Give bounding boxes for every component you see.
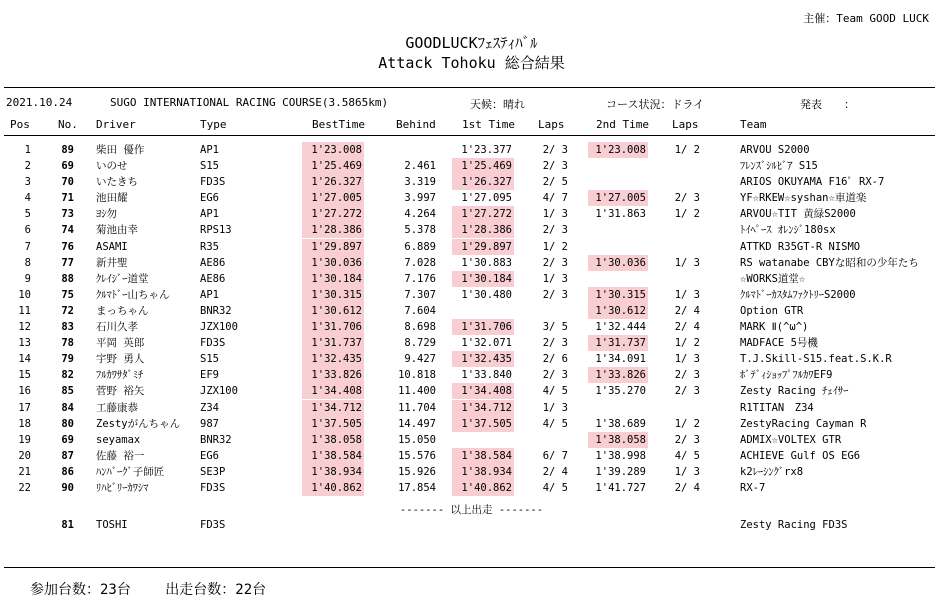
cell-type: FD3S	[200, 176, 226, 189]
cell-besttime: 1'31.737	[302, 335, 364, 351]
cell-2nd-time	[588, 158, 648, 174]
cell-driver: ﾖｼ勿	[96, 208, 117, 221]
table-row	[0, 222, 943, 238]
cell-1st-time: 1'30.883	[461, 256, 512, 269]
cell-1st-time: 1'30.184	[452, 271, 514, 287]
cell-laps-1: 2/ 3	[542, 288, 568, 301]
cell-2nd-time: 1'34.091	[595, 353, 646, 366]
cell-behind: 6.889	[404, 240, 436, 253]
cell-2nd-time: 1'33.826	[588, 367, 648, 383]
cell-1st-time: 1'32.435	[452, 351, 514, 367]
cell-pos: 20	[18, 449, 31, 462]
cell-besttime: 1'30.036	[302, 255, 364, 271]
cell-2nd-time: 1'31.737	[588, 335, 648, 351]
cell-team: Zesty Racing ﾁｪｲｻｰ	[740, 385, 849, 398]
cell-laps-1: 2/ 3	[542, 160, 568, 173]
table-row	[0, 351, 943, 367]
cell-pos: 11	[18, 304, 31, 317]
cell-driver: いたきち	[96, 176, 138, 189]
cell-1st-time: 1'27.272	[452, 206, 514, 222]
cell-1st-time: 1'34.408	[452, 383, 514, 399]
col-header-laps-1: Laps	[538, 118, 565, 131]
cell-type: S15	[200, 353, 219, 366]
cell-driver: いのせ	[96, 160, 128, 173]
col-header-team: Team	[740, 118, 767, 131]
cell-1st-time: 1'28.386	[452, 222, 514, 238]
cell-no: 75	[61, 288, 74, 301]
table-row	[0, 319, 943, 335]
cell-besttime: 1'27.272	[302, 206, 364, 222]
cell-driver: ﾌﾙｶﾜｻﾀﾞﾐﾁ	[96, 369, 144, 382]
cell-2nd-time: 1'30.612	[588, 303, 648, 319]
cell-pos: 22	[18, 481, 31, 494]
cell-1st-time	[452, 432, 514, 448]
cell-no: 69	[61, 433, 74, 446]
cell-laps-1: 2/ 3	[542, 144, 568, 156]
cell-laps-1: 3/ 5	[542, 321, 568, 334]
cell-team: ARIOS OKUYAMA F16ﾟ RX-7	[740, 176, 885, 189]
cell-laps-1: 2/ 3	[542, 256, 568, 269]
cell-pos: 16	[18, 385, 31, 398]
cell-laps-2: 2/ 3	[674, 192, 700, 205]
col-header-behind: Behind	[396, 118, 436, 131]
cell-driver: まっちゃん	[96, 304, 149, 317]
cell-besttime: 1'23.008	[302, 142, 364, 158]
cell-1st-time: 1'30.480	[461, 288, 512, 301]
cell-pos: 17	[18, 401, 31, 414]
cell-pos: 6	[24, 224, 31, 237]
col-header-type: Type	[200, 118, 227, 131]
cell-2nd-time: 1'38.058	[588, 432, 648, 448]
cell-driver: seyamax	[96, 433, 141, 446]
cell-behind: 10.818	[398, 369, 436, 382]
cell-type: SE3P	[200, 465, 226, 478]
cell-besttime: 1'32.435	[302, 351, 364, 367]
col-header-laps-2: Laps	[672, 118, 699, 131]
cell-laps-2: 1/ 2	[674, 144, 700, 156]
started-separator: ------- 以上出走 -------	[399, 504, 544, 516]
footer-summary	[30, 579, 292, 599]
cell-besttime: 1'38.584	[302, 448, 364, 464]
cell-team: ﾄｲﾍﾟｰｽ ｵﾚﾝｼﾞ180sx	[740, 224, 836, 237]
cell-2nd-time	[588, 271, 648, 287]
cell-type: EG6	[200, 449, 219, 462]
cell-laps-2: 2/ 4	[674, 304, 700, 317]
cell-laps-2: 1/ 2	[674, 337, 700, 350]
cell-besttime: 1'40.862	[302, 480, 364, 496]
cell-type: RPS13	[200, 224, 232, 237]
cell-laps-2: 2/ 4	[674, 481, 700, 494]
cell-type: BNR32	[200, 304, 232, 317]
starters-count: 出走台数：22台	[165, 582, 267, 598]
table-row	[0, 383, 943, 399]
cell-no: 88	[61, 272, 74, 285]
cell-2nd-time: 1'32.444	[595, 321, 646, 334]
entries-count: 参加台数：23台	[30, 582, 131, 598]
cell-pos: 3	[24, 176, 31, 189]
cell-team: YF☆RKEW☆syshan☆車道楽	[740, 192, 867, 205]
cell-1st-time: 1'27.095	[461, 192, 512, 205]
cell-behind: 7.307	[404, 288, 436, 301]
table-row	[0, 335, 943, 351]
cell-pos: 5	[24, 208, 31, 221]
cell-pos: 13	[18, 337, 31, 350]
cell-1st-time: 1'23.377	[461, 144, 512, 156]
cell-pos: 9	[24, 272, 31, 285]
cell-type: Z34	[200, 401, 219, 414]
cell-team: ☆WORKS道堂☆	[740, 272, 806, 285]
cell-besttime: 1'26.327	[302, 174, 364, 190]
table-row	[0, 142, 943, 158]
cell-besttime: 1'34.712	[302, 400, 364, 416]
table-row	[0, 303, 943, 319]
cell-driver: 柴田 優作	[96, 144, 145, 156]
cell-no: 79	[61, 353, 74, 366]
cell-pos: 21	[18, 465, 31, 478]
cell-2nd-time: 1'27.005	[588, 190, 648, 206]
cell-besttime: 1'29.897	[302, 239, 364, 255]
cell-no: 83	[61, 321, 74, 334]
col-header-no: No.	[58, 118, 78, 131]
cell-no: 76	[61, 240, 74, 253]
cell-team: ﾌﾚﾝｽﾞｼﾙﾋﾞｱ S15	[740, 160, 818, 173]
cell-laps-1: 2/ 6	[542, 353, 568, 366]
cell-laps-1: 4/ 5	[542, 481, 568, 494]
cell-no: 69	[61, 160, 74, 173]
cell-type: JZX100	[200, 321, 238, 334]
cell-laps-2: 1/ 3	[674, 465, 700, 478]
cell-besttime: 1'33.826	[302, 367, 364, 383]
cell-type: FD3S	[200, 481, 226, 494]
cell-type: FD3S	[200, 337, 226, 350]
cell-driver: ﾊﾝﾊﾞｰｸﾞ子師匠	[96, 465, 165, 478]
cell-behind: 8.729	[404, 337, 436, 350]
table-row	[0, 271, 943, 287]
results-table-body	[0, 142, 943, 496]
cell-team: MADFACE 5号機	[740, 337, 818, 350]
cell-laps-1: 4/ 7	[542, 192, 568, 205]
table-row	[0, 206, 943, 222]
cell-laps-2: 2/ 4	[674, 321, 700, 334]
cell-pos: 14	[18, 353, 31, 366]
cell-behind: 3.997	[404, 192, 436, 205]
cell-type: S15	[200, 160, 219, 173]
table-row	[0, 400, 943, 416]
table-row	[0, 432, 943, 448]
cell-no: 74	[61, 224, 74, 237]
cell-driver: ｸﾚｲｼﾞｰ道堂	[96, 272, 149, 285]
cell-behind: 7.028	[404, 256, 436, 269]
non-starter-type: FD3S	[200, 519, 226, 531]
cell-laps-2	[656, 174, 700, 190]
cell-team: ZestyRacing Cayman R	[740, 417, 867, 430]
cell-behind: 7.604	[404, 304, 436, 317]
cell-no: 73	[61, 208, 74, 221]
cell-driver: ASAMI	[96, 240, 128, 253]
cell-laps-1: 2/ 3	[542, 337, 568, 350]
cell-team: ARVOU S2000	[740, 144, 810, 156]
cell-driver: 宇野 勇人	[96, 353, 145, 366]
table-row	[0, 287, 943, 303]
cell-behind: 15.926	[398, 465, 436, 478]
col-header-pos: Pos	[10, 118, 30, 131]
cell-1st-time	[452, 303, 514, 319]
cell-2nd-time: 1'38.998	[595, 449, 646, 462]
cell-2nd-time	[588, 222, 648, 238]
cell-laps-1: 2/ 5	[542, 176, 568, 189]
cell-laps-1: 2/ 3	[542, 224, 568, 237]
cell-2nd-time: 1'35.270	[595, 385, 646, 398]
cell-1st-time: 1'29.897	[452, 239, 514, 255]
cell-1st-time: 1'38.934	[452, 464, 514, 480]
cell-pos: 15	[18, 369, 31, 382]
cell-driver: Zestyがんちゃん	[96, 417, 181, 430]
cell-pos: 19	[18, 433, 31, 446]
cell-pos: 4	[24, 192, 31, 205]
cell-team: T.J.Skill-S15.feat.S.K.R	[740, 353, 892, 366]
cell-team: ACHIEVE Gulf OS EG6	[740, 449, 861, 462]
course-condition: コース状況：ドライ	[606, 98, 705, 111]
cell-2nd-time: 1'38.689	[595, 417, 646, 430]
cell-type: AP1	[200, 144, 219, 156]
divider-top	[4, 87, 935, 88]
cell-no: 85	[61, 385, 74, 398]
cell-2nd-time: 1'30.315	[588, 287, 648, 303]
non-starter-team: Zesty Racing FD3S	[740, 519, 848, 531]
cell-type: 987	[200, 417, 219, 430]
cell-type: EG6	[200, 192, 219, 205]
cell-laps-2: 2/ 3	[674, 369, 700, 382]
cell-laps-1: 2/ 4	[542, 465, 568, 478]
cell-2nd-time: 1'31.863	[595, 208, 646, 221]
cell-1st-time: 1'37.505	[452, 416, 514, 432]
cell-behind: 17.854	[398, 481, 436, 494]
cell-besttime: 1'28.386	[302, 222, 364, 238]
cell-type: AP1	[200, 208, 219, 221]
page-subtitle: Attack Tohoku 総合結果	[378, 54, 565, 72]
cell-laps-1: 1/ 3	[542, 401, 568, 414]
cell-no: 78	[61, 337, 74, 350]
cell-laps-2: 1/ 3	[674, 288, 700, 301]
cell-behind: 11.400	[398, 385, 436, 398]
cell-besttime: 1'31.706	[302, 319, 364, 335]
table-row	[0, 367, 943, 383]
table-row	[0, 480, 943, 496]
cell-pos: 7	[24, 240, 31, 253]
cell-laps-1: 6/ 7	[542, 449, 568, 462]
cell-laps-2: 1/ 2	[674, 208, 700, 221]
cell-besttime: 1'27.005	[302, 190, 364, 206]
cell-laps-2	[656, 158, 700, 174]
cell-type: AE86	[200, 256, 226, 269]
cell-no: 71	[61, 192, 74, 205]
cell-no: 86	[61, 465, 74, 478]
cell-2nd-time	[588, 239, 648, 255]
cell-laps-2	[656, 239, 700, 255]
cell-no: 77	[61, 256, 74, 269]
col-header-driver: Driver	[96, 118, 136, 131]
cell-type: EF9	[200, 369, 219, 382]
table-row	[0, 190, 943, 206]
cell-driver: 菊池由幸	[96, 224, 138, 237]
cell-besttime: 1'38.934	[302, 464, 364, 480]
cell-type: JZX100	[200, 385, 238, 398]
cell-team: RS watanabe CBYな昭和の少年たち	[740, 256, 919, 269]
cell-behind: 4.264	[404, 208, 436, 221]
cell-1st-time: 1'33.840	[461, 369, 512, 382]
non-starter-driver: TOSHI	[96, 519, 128, 531]
cell-besttime: 1'34.408	[302, 383, 364, 399]
cell-laps-1: 2/ 3	[542, 369, 568, 382]
table-row	[0, 448, 943, 464]
cell-pos: 2	[24, 160, 31, 173]
table-row	[0, 158, 943, 174]
cell-behind: 15.050	[398, 433, 436, 446]
cell-team: ARVOU☆TIT 黄緑S2000	[740, 208, 856, 221]
divider-header	[4, 135, 935, 136]
cell-1st-time: 1'34.712	[452, 400, 514, 416]
announce-label: 発表 ：	[800, 98, 855, 111]
weather-label: 天候：晴れ	[470, 98, 525, 111]
divider-bottom	[4, 567, 935, 568]
cell-2nd-time: 1'41.727	[595, 481, 646, 494]
organizer-label: 主催：Team GOOD LUCK	[803, 12, 929, 25]
cell-driver: 菅野 裕矢	[96, 385, 145, 398]
cell-driver: 平岡 英郎	[96, 337, 145, 350]
cell-laps-2: 1/ 2	[674, 417, 700, 430]
cell-type: AE86	[200, 272, 226, 285]
cell-no: 70	[61, 176, 74, 189]
cell-laps-2: 1/ 3	[674, 353, 700, 366]
cell-pos: 18	[18, 417, 31, 430]
cell-behind: 11.704	[398, 401, 436, 414]
cell-behind	[380, 142, 436, 158]
cell-2nd-time: 1'39.289	[595, 465, 646, 478]
cell-no: 89	[61, 144, 74, 156]
cell-no: 80	[61, 417, 74, 430]
cell-besttime: 1'25.469	[302, 158, 364, 174]
cell-1st-time: 1'38.584	[452, 448, 514, 464]
cell-2nd-time	[588, 174, 648, 190]
cell-pos: 8	[24, 256, 31, 269]
cell-team: R1TITAN Z34	[740, 401, 814, 414]
cell-driver: ﾘﾊﾋﾞﾘｰｶﾜｼﾏ	[96, 481, 149, 494]
cell-besttime: 1'30.612	[302, 303, 364, 319]
cell-besttime: 1'30.315	[302, 287, 364, 303]
cell-besttime: 1'30.184	[302, 271, 364, 287]
cell-laps-1: 1/ 2	[542, 240, 568, 253]
cell-team: MARK Ⅱ(^ω^)	[740, 321, 809, 334]
cell-no: 72	[61, 304, 74, 317]
cell-laps-2	[656, 222, 700, 238]
cell-behind: 14.497	[398, 417, 436, 430]
cell-type: AP1	[200, 288, 219, 301]
cell-pos: 12	[18, 321, 31, 334]
cell-laps-1: 4/ 5	[542, 385, 568, 398]
table-row	[0, 239, 943, 255]
cell-laps-1: 1/ 3	[542, 272, 568, 285]
cell-laps-1: 4/ 5	[542, 417, 568, 430]
cell-laps-2	[656, 400, 700, 416]
cell-laps-1	[524, 303, 568, 319]
cell-2nd-time: 1'30.036	[588, 255, 648, 271]
course-name: SUGO INTERNATIONAL RACING COURSE(3.5865km)	[110, 96, 389, 109]
table-header	[0, 118, 943, 132]
cell-behind: 9.427	[404, 353, 436, 366]
cell-laps-1	[524, 432, 568, 448]
cell-team: ADMIX☆VOLTEX GTR	[740, 433, 842, 446]
cell-laps-2: 2/ 3	[674, 385, 700, 398]
cell-1st-time: 1'31.706	[452, 319, 514, 335]
table-row	[0, 255, 943, 271]
cell-driver: 石川久孝	[96, 321, 138, 334]
cell-team: ｸﾙﾏﾄﾞｰｶｽﾀﾑﾌｧｸﾄﾘｰS2000	[740, 288, 856, 301]
cell-laps-2: 2/ 3	[674, 433, 700, 446]
cell-laps-1: 1/ 3	[542, 208, 568, 221]
cell-behind: 8.698	[404, 321, 436, 334]
cell-driver: 池田耀	[96, 192, 128, 205]
cell-team: ﾎﾞﾃﾞｨｼｮｯﾌﾟﾌﾙｶﾜEF9	[740, 369, 833, 382]
page-title: GOODLUCKﾌｪｽﾃｨﾊﾞﾙ	[405, 34, 538, 52]
cell-type: R35	[200, 240, 219, 253]
cell-no: 90	[61, 481, 74, 494]
event-info-bar	[0, 96, 943, 110]
cell-laps-2: 1/ 3	[674, 256, 700, 269]
cell-laps-2: 4/ 5	[674, 449, 700, 462]
cell-behind: 15.576	[398, 449, 436, 462]
col-header-2nd-time: 2nd Time	[596, 118, 649, 131]
non-starter-row	[0, 517, 943, 533]
cell-no: 87	[61, 449, 74, 462]
cell-driver: 工藤康恭	[96, 401, 138, 414]
cell-behind: 2.461	[404, 160, 436, 173]
cell-laps-2	[656, 271, 700, 287]
cell-team: RX-7	[740, 481, 766, 494]
cell-pos: 1	[24, 144, 31, 156]
cell-behind: 5.378	[404, 224, 436, 237]
cell-team: k2ﾚｰｼﾝｸﾞrx8	[740, 465, 804, 478]
col-header-1st-time: 1st Time	[462, 118, 515, 131]
cell-behind: 3.319	[404, 176, 436, 189]
cell-1st-time: 1'26.327	[452, 174, 514, 190]
cell-pos: 10	[18, 288, 31, 301]
cell-driver: ｸﾙﾏﾄﾞｰ山ちゃん	[96, 288, 170, 301]
cell-1st-time: 1'25.469	[452, 158, 514, 174]
cell-1st-time: 1'32.071	[461, 337, 512, 350]
table-row	[0, 464, 943, 480]
col-header-besttime: BestTime	[312, 118, 365, 131]
cell-besttime: 1'38.058	[302, 432, 364, 448]
cell-type: BNR32	[200, 433, 232, 446]
cell-team: Option GTR	[740, 304, 804, 317]
cell-besttime: 1'37.505	[302, 416, 364, 432]
cell-no: 82	[61, 369, 74, 382]
event-date: 2021.10.24	[6, 96, 73, 109]
cell-team: ATTKD R35GT-R NISMO	[740, 240, 861, 253]
cell-no: 84	[61, 401, 74, 414]
cell-2nd-time	[588, 400, 648, 416]
cell-behind: 7.176	[404, 272, 436, 285]
non-starter-no: 81	[61, 519, 74, 531]
cell-2nd-time: 1'23.008	[588, 142, 648, 158]
table-row	[0, 174, 943, 190]
cell-driver: 佐藤 裕一	[96, 449, 145, 462]
table-row	[0, 416, 943, 432]
cell-driver: 新井聖	[96, 256, 128, 269]
cell-1st-time: 1'40.862	[452, 480, 514, 496]
